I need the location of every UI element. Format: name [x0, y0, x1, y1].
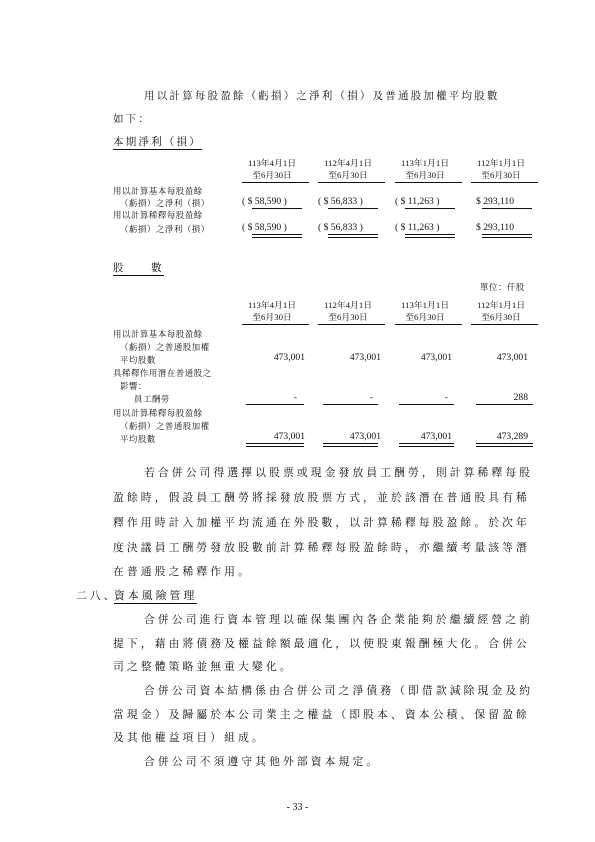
- para1-line-3: 釋作用時計入加權平均流通在外股數，以計算稀釋每股盈餘。於次年: [113, 516, 530, 529]
- sh-header-col-1: 113年4月1日 至6月30日: [247, 300, 297, 322]
- sh-row3-val-2: 473,001: [349, 431, 381, 442]
- sh-row1-val-2: 473,001: [349, 352, 381, 363]
- ni-row1-val-2: ( $ 56,833 ): [318, 196, 363, 207]
- ni-row2-double-rule-3: [405, 234, 455, 238]
- ni-header-col-3: 113年1月1日 至6月30日: [400, 158, 450, 180]
- sh-header-rule-1: [242, 324, 309, 325]
- ni-row2-double-rule-1: [252, 234, 302, 238]
- sh-header-col-4: 112年1月1日 至6月30日: [476, 300, 526, 322]
- para1-line-5: 在普通股之稀釋作用。: [113, 565, 252, 578]
- sh-row1-label-2: （虧損）之普通股加權: [120, 342, 210, 352]
- para3-line-1: 合併公司資本結構係由合併公司之淨債務（即借款減除現金及約: [144, 684, 534, 697]
- sh-row1-val-3: 473,001: [420, 352, 452, 363]
- shares-title: 股 數: [113, 262, 164, 274]
- sh-header-rule-2: [318, 324, 385, 325]
- sh-row3-val-1: 473,001: [273, 431, 305, 442]
- sh-row3-label-2: （虧損）之普通股加權: [120, 421, 210, 431]
- para1-line-4: 度決議員工酬勞發放股數前計算稀釋每股盈餘時，亦繼續考量該等潛: [113, 541, 530, 554]
- ni-header-rule-3: [395, 182, 462, 183]
- para1-line-2: 盈餘時，假設員工酬勞將採發放股票方式，並於該潛在普通股具有稀: [113, 491, 530, 504]
- ni-header-col-4: 112年1月1日 至6月30日: [476, 158, 526, 180]
- sh-row3-val-4: 473,289: [496, 431, 528, 442]
- sh-row3-double-rule-2: [323, 443, 378, 447]
- ni-row1-label-1: 用以計算基本每股盈餘: [113, 186, 203, 196]
- sh-header-col-3: 113年1月1日 至6月30日: [400, 300, 450, 322]
- sh-row2-underline-2: [323, 404, 378, 405]
- sh-row1-val-1: 473,001: [273, 352, 305, 363]
- sh-row3-double-rule-4: [476, 443, 533, 447]
- section-title: 資本風險管理: [114, 589, 198, 602]
- sh-row1-label-1: 用以計算基本每股盈餘: [113, 329, 203, 339]
- para1-line-1: 若合併公司得選擇以股票或現金發放員工酬勞，則計算稀釋每股: [144, 466, 534, 479]
- sh-row2-val-2: -: [369, 392, 373, 403]
- ni-row1-label-2: （虧損）之淨利（損）: [120, 198, 210, 208]
- para2-line-3: 司之整體策略並無重大變化。: [113, 660, 294, 673]
- sh-row2-underline-1: [246, 404, 304, 405]
- intro-line-2: 如下：: [113, 113, 152, 125]
- sh-row2-val-1: -: [293, 392, 297, 403]
- para4-line-1: 合併公司不須遵守其他外部資本規定。: [144, 755, 381, 768]
- ni-header-col-1: 113年4月1日 至6月30日: [247, 158, 297, 180]
- ni-header-rule-4: [471, 182, 538, 183]
- sh-row2-underline-4: [476, 404, 533, 405]
- shares-unit: 單位：仟股: [480, 282, 525, 292]
- sh-row2-val-4: 288: [513, 392, 528, 403]
- sh-row1-val-4: 473,001: [496, 352, 528, 363]
- ni-row2-val-2: ( $ 56,833 ): [318, 222, 363, 233]
- ni-row2-val-4: $ 293,110: [476, 222, 515, 233]
- para3-line-2: 當現金）及歸屬於本公司業主之權益（即股本、資本公積、保留盈餘: [113, 708, 530, 721]
- ni-row1-underline-4: [482, 208, 532, 209]
- para2-line-1: 合併公司進行資本管理以確保集團內各企業能夠於繼續經營之前: [144, 613, 534, 626]
- sh-row3-label-3: 平均股數: [120, 434, 156, 444]
- ni-header-rule-2: [318, 182, 385, 183]
- ni-row2-double-rule-4: [482, 234, 532, 238]
- sh-row2-underline-3: [399, 404, 454, 405]
- sh-row3-double-rule-1: [246, 443, 304, 447]
- para2-line-2: 提下，藉由將債務及權益餘額最適化，以使股東報酬極大化。合併公: [113, 637, 530, 650]
- net-income-title: 本期淨利（損）: [113, 136, 202, 148]
- ni-row2-double-rule-2: [328, 234, 378, 238]
- sh-row3-val-3: 473,001: [420, 431, 452, 442]
- ni-header-rule-1: [242, 182, 309, 183]
- ni-header-col-2: 112年4月1日 至6月30日: [323, 158, 373, 180]
- sh-row2-label-3: 員工酬勞: [134, 394, 170, 404]
- ni-row2-label-2: （虧損）之淨利（損）: [120, 224, 210, 234]
- ni-row1-val-1: ( $ 58,590 ): [242, 196, 287, 207]
- page-number: - 33 -: [286, 802, 309, 813]
- sh-row2-label-1: 具稀釋作用潛在普通股之: [113, 368, 212, 378]
- sh-row3-double-rule-3: [399, 443, 454, 447]
- ni-row1-val-3: ( $ 11,263 ): [395, 196, 440, 207]
- ni-row1-underline-2: [328, 208, 378, 209]
- section-number: 二八、: [76, 589, 118, 602]
- ni-row2-val-3: ( $ 11,263 ): [395, 222, 440, 233]
- para3-line-3: 及其他權益項目）組成。: [113, 731, 266, 744]
- ni-row1-underline-1: [252, 208, 302, 209]
- ni-row1-underline-3: [405, 208, 455, 209]
- sh-row3-label-1: 用以計算稀釋每股盈餘: [113, 408, 203, 418]
- ni-row2-val-1: ( $ 58,590 ): [242, 222, 287, 233]
- sh-header-rule-3: [395, 324, 462, 325]
- sh-header-rule-4: [471, 324, 538, 325]
- sh-header-col-2: 112年4月1日 至6月30日: [323, 300, 373, 322]
- sh-row2-label-2: 影響：: [120, 381, 147, 391]
- intro-line-1: 用以計算每股盈餘（虧損）之淨利（損）及普通股加權平均股數: [144, 90, 500, 102]
- ni-row1-val-4: $ 293,110: [476, 196, 515, 207]
- sh-row2-val-3: -: [444, 392, 448, 403]
- sh-row1-label-3: 平均股數: [120, 355, 156, 365]
- ni-row2-label-1: 用以計算稀釋每股盈餘: [113, 210, 203, 220]
